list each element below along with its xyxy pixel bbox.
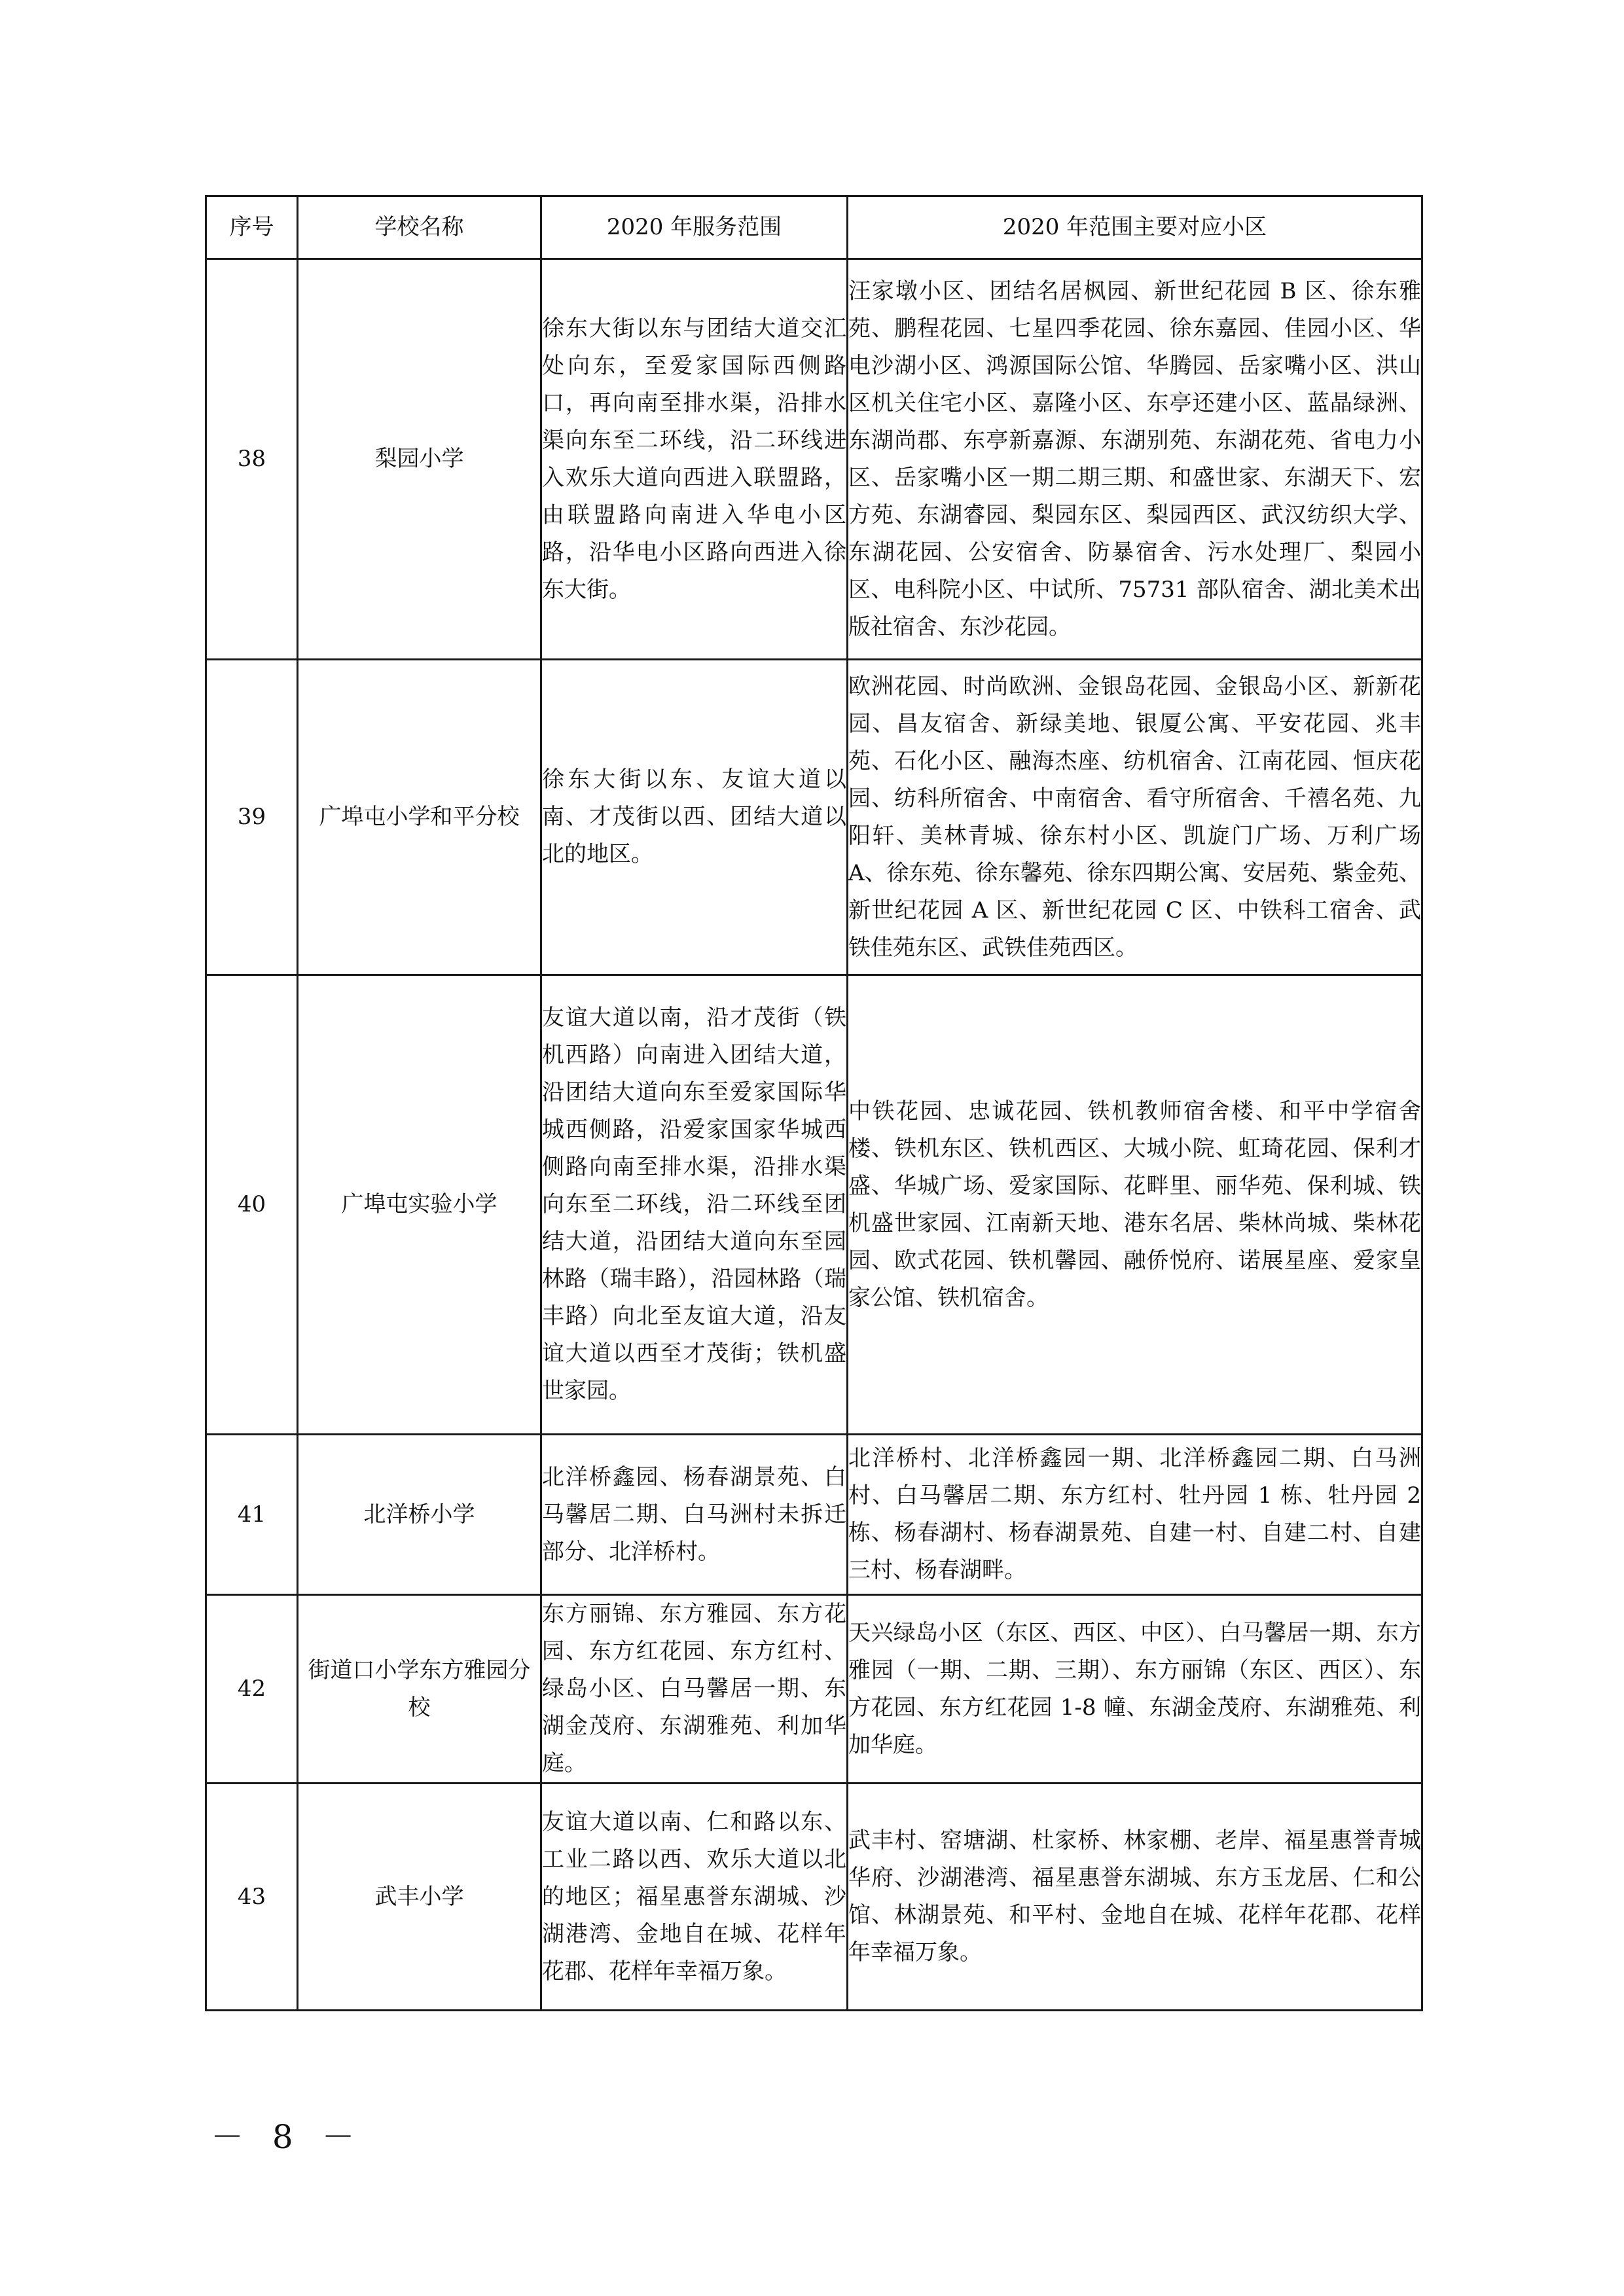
residential-areas	[848, 259, 1422, 660]
school-name	[298, 660, 541, 975]
school-name	[298, 1435, 541, 1595]
school-name	[298, 259, 541, 660]
row-number: 42	[206, 1595, 298, 1784]
residential-areas-text: 北洋桥村、北洋桥鑫园一期、北洋桥鑫园二期、白马洲村、白马馨居二期、东方红村、牡丹园 1 栋、牡丹园 2 栋、杨春湖村、杨春湖景苑、自建一村、自建二村、自建三村、杨春湖畔。	[848, 1445, 1421, 1583]
header-service-range: 2020 年服务范围	[541, 196, 848, 259]
row-number: 39	[206, 660, 298, 975]
table-header-row	[206, 196, 1422, 259]
service-range	[541, 1435, 848, 1595]
school-name-text: 梨园小学	[374, 446, 464, 472]
service-range	[541, 259, 848, 660]
school-name	[298, 1784, 541, 2011]
residential-areas-text: 中铁花园、忠诚花园、铁机教师宿舍楼、和平中学宿舍楼、铁机东区、铁机西区、大城小院、虹琦花园、保利才盛、华城广场、爱家国际、花畔里、丽华苑、保利城、铁机盛世家园、江南新天地、港东名居、柴林尚城、柴林花园、欧式花园、铁机馨园、融侨悦府、诺展星座、爱家皇家公馆、铁机宿舍。	[848, 1098, 1421, 1311]
service-range-text: 北洋桥鑫园、杨春湖景苑、白马馨居二期、白马洲村未拆迁部分、北洋桥村。	[542, 1463, 846, 1565]
page-number: － 8 －	[211, 2118, 364, 2156]
service-range	[541, 1595, 848, 1784]
school-name-text: 武丰小学	[374, 1883, 464, 1910]
service-range-text: 友谊大道以南、仁和路以东、工业二路以西、欢乐大道以北的地区；福星惠誉东湖城、沙湖港湾、金地自在城、花样年花郡、花样年幸福万象。	[542, 1808, 846, 1984]
school-name-text: 广埠屯实验小学	[341, 1191, 497, 1217]
row-number: 40	[206, 975, 298, 1435]
school-service-range-table	[205, 195, 1423, 2011]
row-number: 41	[206, 1435, 298, 1595]
service-range	[541, 660, 848, 975]
table-row	[206, 1435, 1422, 1595]
service-range	[541, 975, 848, 1435]
header-residential-areas: 2020 年范围主要对应小区	[848, 196, 1422, 259]
residential-areas-text: 汪家墩小区、团结名居枫园、新世纪花园 B 区、徐东雅苑、鹏程花园、七星四季花园、徐东嘉园、佳园小区、华电沙湖小区、鸿源国际公馆、华腾园、岳家嘴小区、洪山区机关住宅小区、嘉隆小区、东亭还建小区、蓝晶绿洲、东湖尚郡、东亭新嘉源、东湖别苑、东湖花苑、省电力小区、岳家嘴小区一期二期三期、和盛世家、东湖天下、宏方苑、东湖睿园、梨园东区、梨园西区、武汉纺织大学、东湖花园、公安宿舍、防暴宿舍、污水处理厂、梨园小区、电科院小区、中试所、75731 部队宿舍、湖北美术出版社宿舍、东沙花园。	[848, 278, 1421, 640]
residential-areas-text: 武丰村、窑塘湖、杜家桥、林家棚、老岸、福星惠誉青城华府、沙湖港湾、福星惠誉东湖城、东方玉龙居、仁和公馆、林湖景苑、和平村、金地自在城、花样年花郡、花样年幸福万象。	[848, 1827, 1421, 1965]
table-row	[206, 660, 1422, 975]
school-name-text: 北洋桥小学	[363, 1501, 475, 1528]
school-name-text: 街道口小学东方雅园分校	[308, 1657, 531, 1721]
table-row	[206, 259, 1422, 660]
service-range-text: 徐东大街以东与团结大道交汇处向东，至爱家国际西侧路口，再向南至排水渠，沿排水渠向东至二环线，沿二环线进入欢乐大道向西进入联盟路，由联盟路向南进入华电小区路，沿华电小区路向西进入徐东大街。	[542, 315, 846, 603]
residential-areas	[848, 660, 1422, 975]
residential-areas	[848, 1784, 1422, 2011]
residential-areas	[848, 1595, 1422, 1784]
residential-areas-text: 天兴绿岛小区（东区、西区、中区）、白马馨居一期、东方雅园（一期、二期、三期）、东方丽锦（东区、西区）、东方花园、东方红花园 1-8 幢、东湖金茂府、东湖雅苑、利加华庭。	[848, 1619, 1421, 1758]
table-body	[206, 259, 1422, 2011]
residential-areas	[848, 975, 1422, 1435]
residential-areas	[848, 1435, 1422, 1595]
table-row	[206, 1784, 1422, 2011]
school-name-text: 广埠屯小学和平分校	[319, 804, 520, 830]
table-row	[206, 975, 1422, 1435]
header-no: 序号	[206, 196, 298, 259]
row-number: 38	[206, 259, 298, 660]
row-number: 43	[206, 1784, 298, 2011]
school-name	[298, 1595, 541, 1784]
header-school-name: 学校名称	[298, 196, 541, 259]
school-name	[298, 975, 541, 1435]
service-range-text: 友谊大道以南，沿才茂街（铁机西路）向南进入团结大道，沿团结大道向东至爱家国际华城西侧路，沿爱家国家华城西侧路向南至排水渠，沿排水渠向东至二环线，沿二环线至团结大道，沿团结大道向东至园林路（瑞丰路），沿园林路（瑞丰路）向北至友谊大道，沿友谊大道以西至才茂街；铁机盛世家园。	[542, 1005, 846, 1404]
table-row	[206, 1595, 1422, 1784]
service-range-text: 徐东大街以东、友谊大道以南、才茂街以西、团结大道以北的地区。	[542, 766, 846, 867]
service-range	[541, 1784, 848, 2011]
residential-areas-text: 欧洲花园、时尚欧洲、金银岛花园、金银岛小区、新新花园、昌友宿舍、新绿美地、银厦公寓、平安花园、兆丰苑、石化小区、融海杰座、纺机宿舍、江南花园、恒庆花园、纺科所宿舍、中南宿舍、看守所宿舍、千禧名苑、九阳轩、美林青城、徐东村小区、凯旋门广场、万利广场 A、徐东苑、徐东馨苑、徐东四期公寓、安居苑、紫金苑、新世纪花园 A 区、新世纪花园 C 区、中铁科工宿舍、武铁佳苑东区、武铁佳苑西区。	[848, 673, 1421, 961]
service-range-text: 东方丽锦、东方雅园、东方花园、东方红花园、东方红村、绿岛小区、白马馨居一期、东湖金茂府、东湖雅苑、利加华庭。	[542, 1601, 846, 1776]
table-header	[206, 196, 1422, 259]
